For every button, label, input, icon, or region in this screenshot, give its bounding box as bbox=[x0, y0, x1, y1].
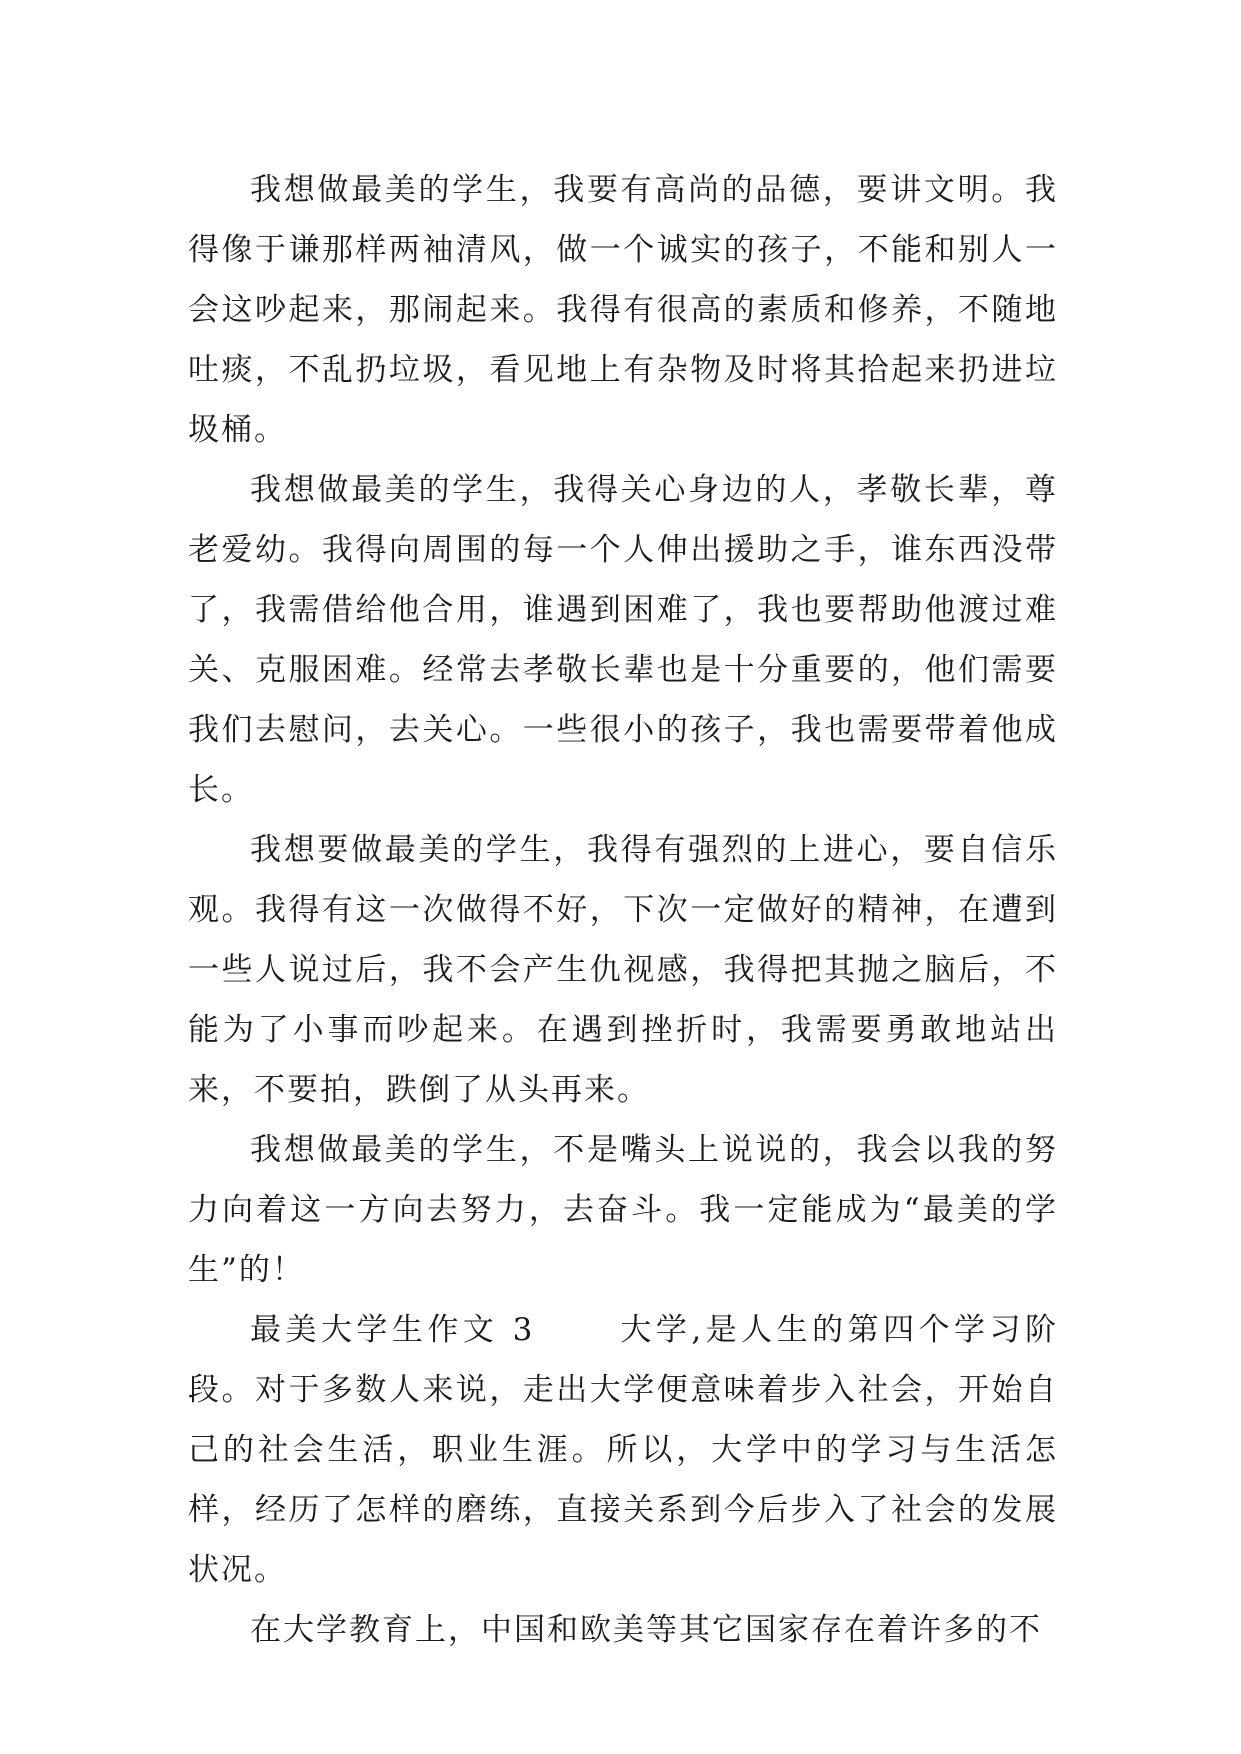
paragraph-4: 我想做最美的学生，不是嘴头上说说的，我会以我的努力向着这一方向去努力，去奋斗。我一定能成为“最美的学生”的！ bbox=[188, 1132, 1058, 1288]
title-gap bbox=[534, 1312, 620, 1348]
paragraph-6: 在大学教育上，中国和欧美等其它国家存在着许多的不 bbox=[250, 1612, 1042, 1648]
section-title: 最美大学生作文 3 bbox=[250, 1312, 535, 1348]
section-text: 大学,是人生的第四个学习阶段。对于多数人来说，走出大学便意味着步入社会，开始自己的社会生活，职业生涯。所以，大学中的学习与生活怎样，经历了怎样的磨练，直接关系到今后步入了社会的发展状况。 bbox=[188, 1312, 1058, 1588]
paragraph-2: 我想做最美的学生，我得关心身边的人，孝敬长辈，尊老爱幼。我得向周围的每一个人伸出援助之手，谁东西没带了，我需借给他合用，谁遇到困难了，我也要帮助他渡过难关、克服困难。经常去孝敬长辈也是十分重要的，他们需要我们去慰问，去关心。一些很小的孩子，我也需要带着他成长。 bbox=[188, 472, 1058, 808]
paragraph-5 bbox=[188, 1300, 1058, 1600]
paragraph-3: 我想要做最美的学生，我得有强烈的上进心，要自信乐观。我得有这一次做得不好，下次一定做好的精神，在遭到一些人说过后，我不会产生仇视感，我得把其抛之脑后，不能为了小事而吵起来。在遇到挫折时，我需要勇敢地站出来，不要拍，跌倒了从头再来。 bbox=[188, 832, 1058, 1108]
paragraph-1: 我想做最美的学生，我要有高尚的品德，要讲文明。我得像于谦那样两袖清风，做一个诚实的孩子，不能和别人一会这吵起来，那闹起来。我得有很高的素质和修养，不随地吐痰，不乱扔垃圾，看见地上有杂物及时将其拾起来扔进垃圾桶。 bbox=[188, 172, 1058, 448]
document-body bbox=[188, 160, 1058, 1660]
